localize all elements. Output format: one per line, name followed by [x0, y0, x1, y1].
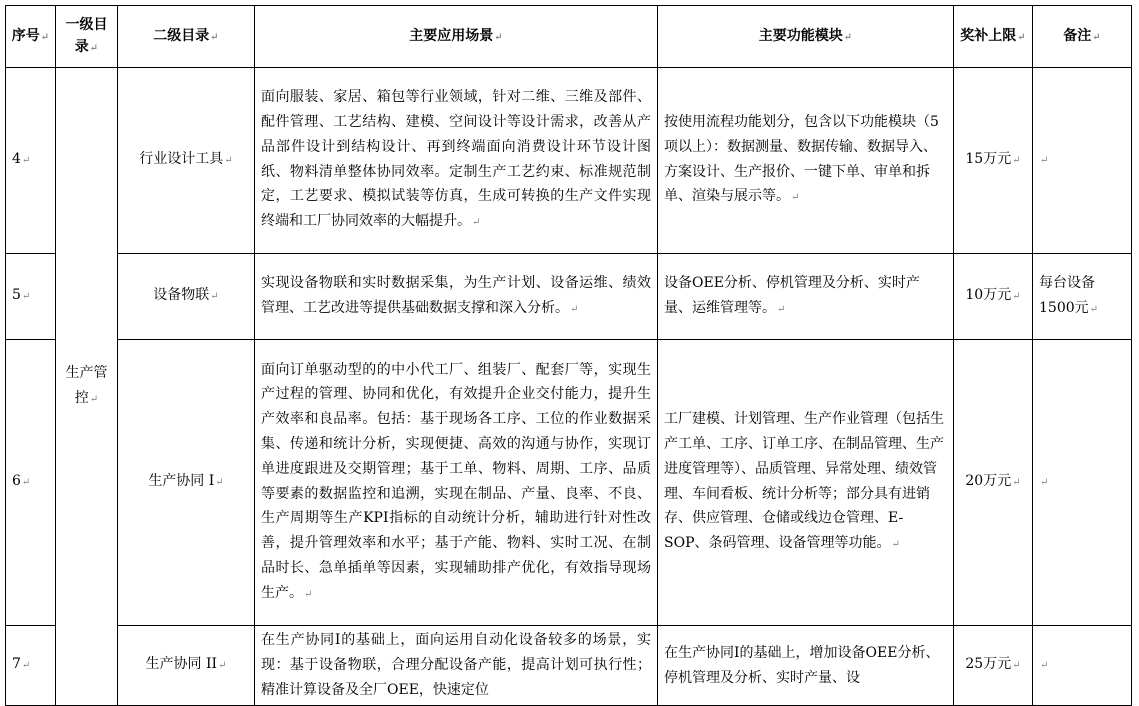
- header-row: [6, 6, 1132, 68]
- header-note: 备注↵: [1033, 6, 1132, 68]
- modules-cell: 在生产协同I的基础上，增加设备OEE分析、停机管理及分析、实时产量、设: [658, 626, 954, 706]
- cap-cell: 15万元↵: [954, 68, 1033, 254]
- scenario-cell: 面向服装、家居、箱包等行业领域，针对二维、三维及部件、配件管理、工艺结构、建模、空间设计等设计需求，改善从产品部件设计到结构设计、再到终端面向消费设计环节设计图纸、物料清单整体协同效率。定制生产工艺约束、标准规范制定，工艺要求、模拟试装等仿真，生成可转换的生产文件实现终端和工厂协同效率的大幅提升。↵: [255, 68, 658, 254]
- header-modules: 主要功能模块↵: [658, 6, 954, 68]
- cap-cell: 10万元↵: [954, 254, 1033, 340]
- seq-cell: 5↵: [6, 254, 56, 340]
- level2-cell: 生产协同 I↵: [118, 340, 255, 626]
- note-cell: ↵: [1033, 68, 1132, 254]
- scenario-cell: 在生产协同I的基础上，面向运用自动化设备较多的场景，实现：基于设备物联，合理分配设备产能，提高计划可执行性；精准计算设备及全厂OEE，快速定位: [255, 626, 658, 706]
- scenario-cell: 实现设备物联和实时数据采集，为生产计划、设备运维、绩效管理、工艺改进等提供基础数据支撑和深入分析。↵: [255, 254, 658, 340]
- table-row: [6, 340, 1132, 626]
- header-scenario: 主要应用场景↵: [255, 6, 658, 68]
- level2-cell: 生产协同 II↵: [118, 626, 255, 706]
- table-row: [6, 626, 1132, 706]
- table-row: [6, 254, 1132, 340]
- modules-cell: 设备OEE分析、停机管理及分析、实时产量、运维管理等。↵: [658, 254, 954, 340]
- header-level2: 二级目录↵: [118, 6, 255, 68]
- seq-cell: 4↵: [6, 68, 56, 254]
- header-level1: 一级目录↵: [56, 6, 118, 68]
- header-cap: 奖补上限↵: [954, 6, 1033, 68]
- cap-cell: 25万元↵: [954, 626, 1033, 706]
- seq-cell: 7↵: [6, 626, 56, 706]
- seq-cell: 6↵: [6, 340, 56, 626]
- level2-cell: 设备物联↵: [118, 254, 255, 340]
- level2-cell: 行业设计工具↵: [118, 68, 255, 254]
- table-row: [6, 68, 1132, 254]
- header-seq: 序号↵: [6, 6, 56, 68]
- modules-cell: 按使用流程功能划分，包含以下功能模块（5项以上）：数据测量、数据传输、数据导入、方案设计、生产报价、一键下单、审单和拆单、渲染与展示等。↵: [658, 68, 954, 254]
- modules-cell: 工厂建模、计划管理、生产作业管理（包括生产工单、工序、订单工序、在制品管理、生产进度管理等）、品质管理、异常处理、绩效管理、车间看板、统计分析等；部分具有进销存、供应管理、仓储或线边仓管理、E-SOP、条码管理、设备管理等功能。↵: [658, 340, 954, 626]
- policy-table: [5, 5, 1132, 706]
- note-cell: ↵: [1033, 340, 1132, 626]
- cap-cell: 20万元↵: [954, 340, 1033, 626]
- scenario-cell: 面向订单驱动型的的中小代工厂、组装厂、配套厂等，实现生产过程的管理、协同和优化，有效提升企业交付能力，提升生产效率和良品率。包括：基于现场各工序、工位的作业数据采集、传递和统计分析，实现便捷、高效的沟通与协作，实现订单进度跟进及交期管理；基于工单、物料、周期、工序、品质等要素的数据监控和追溯，实现在制品、产量、良率、不良、生产周期等生产KPI指标的自动统计分析，辅助进行针对性改善，提升管理效率和水平；基于产能、物料、实时工况、在制品时长、急单插单等因素，实现辅助排产优化，有效指导现场生产。↵: [255, 340, 658, 626]
- level1-cell: 生产管控↵: [56, 68, 118, 706]
- note-cell: 每台设备1500元↵: [1033, 254, 1132, 340]
- note-cell: ↵: [1033, 626, 1132, 706]
